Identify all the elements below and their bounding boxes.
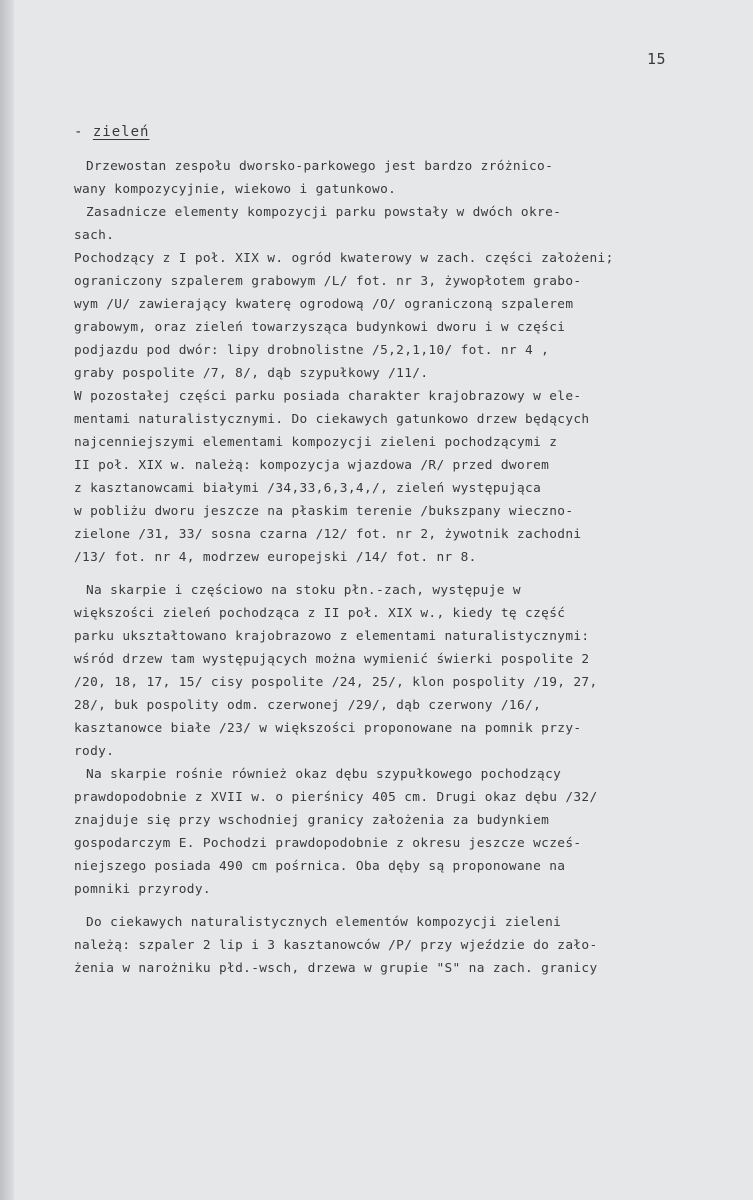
paragraph-6-line: pomniki przyrody.	[74, 882, 211, 897]
paragraph-5-line: 28/, buk pospolity odm. czerwonej /29/, dąb czerwony /16/,	[74, 698, 542, 713]
paragraph-1-line: wany kompozycyjnie, wiekowo i gatunkowo.	[74, 182, 397, 197]
paragraph-2-line: Zasadnicze elementy kompozycji parku powstały w dwóch okre-	[86, 205, 562, 220]
paragraph-6-line: Na skarpie rośnie również okaz dębu szypułkowego pochodzący	[86, 767, 562, 782]
paragraph-3-line: graby pospolite /7, 8/, dąb szypułkowy /11/.	[74, 366, 429, 381]
paragraph-6-line: gospodarczym E. Pochodzi prawdopodobnie z okresu jeszcze wcześ-	[74, 836, 582, 851]
paragraph-4-line: z kasztanowcami białymi /34,33,6,3,4,/, zieleń występująca	[74, 481, 542, 496]
paragraph-3-line: Pochodzący z I poł. XIX w. ogród kwaterowy w zach. części założeni;	[74, 251, 614, 266]
body-text	[74, 155, 740, 980]
paragraph-6-line: prawdopodobnie z XVII w. o pierśnicy 405 cm. Drugi okaz dębu /32/	[74, 790, 598, 805]
paragraph-7-line: żenia w narożniku płd.-wsch, drzewa w grupie "S" na zach. granicy	[74, 961, 598, 976]
paragraph-7-line: należą: szpaler 2 lip i 3 kasztanowców /P/ przy wjeździe do zało-	[74, 938, 598, 953]
paragraph-1-line: Drzewostan zespołu dworsko-parkowego jest bardzo zróżnico-	[86, 159, 554, 174]
paragraph-4-line: W pozostałej części parku posiada charakter krajobrazowy w ele-	[74, 389, 582, 404]
heading-title: zieleń	[92, 124, 150, 140]
paragraph-5-line: kasztanowce białe /23/ w większości proponowane na pomnik przy-	[74, 721, 582, 736]
paragraph-6-line: niejszego posiada 490 cm pośrnica. Oba dęby są proponowane na	[74, 859, 566, 874]
paragraph-4-line: w pobliżu dworu jeszcze na płaskim terenie /bukszpany wieczno-	[74, 504, 574, 519]
paragraph-3-line: grabowym, oraz zieleń towarzysząca budynkowi dworu i w części	[74, 320, 566, 335]
paragraph-3-line: ograniczony szpalerem grabowym /L/ fot. nr 3, żywopłotem grabo-	[74, 274, 582, 289]
page-edge-shadow	[0, 0, 14, 1200]
paragraph-2-line: sach.	[74, 228, 115, 243]
paragraph-gap	[74, 569, 740, 579]
paragraph-5-line: parku ukształtowano krajobrazowo z elementami naturalistycznymi:	[74, 629, 590, 644]
paragraph-4-line: najcenniejszymi elementami kompozycji zieleni pochodzącymi z	[74, 435, 558, 450]
paragraph-5-line: większości zieleń pochodząca z II poł. XIX w., kiedy tę część	[74, 606, 566, 621]
paragraph-7-line: Do ciekawych naturalistycznych elementów kompozycji zieleni	[86, 915, 562, 930]
heading-dash: -	[74, 124, 93, 140]
paragraph-5-line: wśród drzew tam występujących można wymienić świerki pospolite 2	[74, 652, 590, 667]
paragraph-5-line: rody.	[74, 744, 115, 759]
paragraph-5-line: /20, 18, 17, 15/ cisy pospolite /24, 25/, klon pospolity /19, 27,	[74, 675, 598, 690]
paragraph-5-line: Na skarpie i częściowo na stoku płn.-zach, występuje w	[86, 583, 521, 598]
section-heading	[74, 124, 149, 140]
paragraph-4-line: II poł. XIX w. należą: kompozycja wjazdowa /R/ przed dworem	[74, 458, 550, 473]
paragraph-4-line: zielone /31, 33/ sosna czarna /12/ fot. nr 2, żywotnik zachodni	[74, 527, 582, 542]
paragraph-4-line: /13/ fot. nr 4, modrzew europejski /14/ fot. nr 8.	[74, 550, 477, 565]
paragraph-gap	[74, 901, 740, 911]
paragraph-3-line: podjazdu pod dwór: lipy drobnolistne /5,2,1,10/ fot. nr 4 ,	[74, 343, 550, 358]
paragraph-3-line: wym /U/ zawierający kwaterę ogrodową /O/ ograniczoną szpalerem	[74, 297, 574, 312]
paragraph-6-line: znajduje się przy wschodniej granicy założenia za budynkiem	[74, 813, 550, 828]
page-number: 15	[647, 50, 667, 68]
paragraph-4-line: mentami naturalistycznymi. Do ciekawych gatunkowo drzew będących	[74, 412, 590, 427]
